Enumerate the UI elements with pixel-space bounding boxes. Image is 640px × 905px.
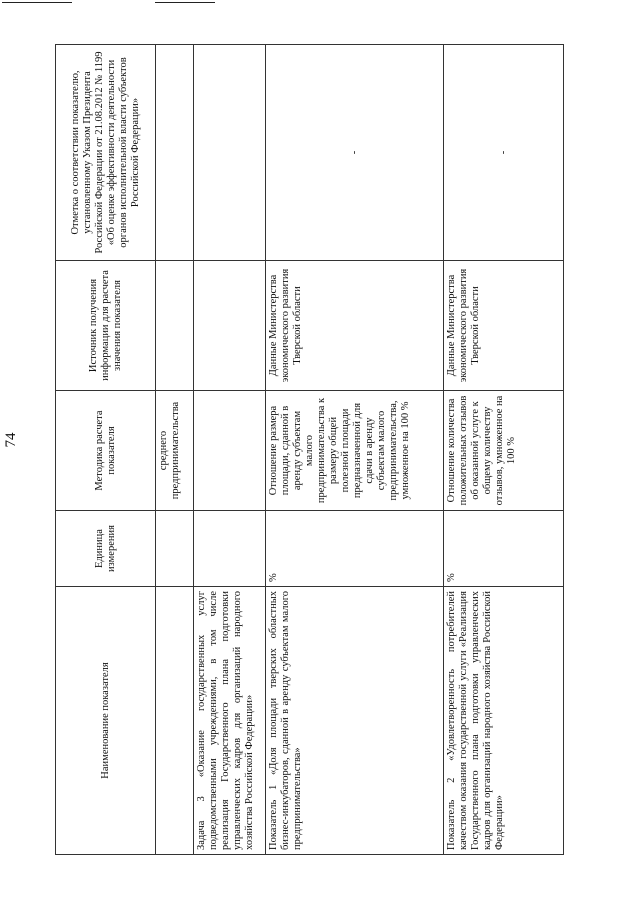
row-source: Данные Министерства экономического развития Тверской области xyxy=(266,261,444,391)
row-note: - xyxy=(444,45,564,261)
page-number: 74 xyxy=(3,432,19,448)
header-method: Методика расчета показателя xyxy=(56,391,156,511)
table-row xyxy=(266,45,444,855)
header-unit: Единица измерения xyxy=(56,511,156,587)
row-unit xyxy=(194,511,266,587)
row-unit: % xyxy=(444,511,564,587)
header-source: Источник получения информации для расчета значения показателя xyxy=(56,261,156,391)
row-method: Отношение количества положительных отзывов об оказанной услуге к общему количеству отзывов, умноженное на 100 % xyxy=(444,391,564,511)
rotated-page xyxy=(3,45,585,855)
header-note: Отметка о соответствии показателю, установленному Указом Президента Российской Федерации от 21.08.2012 № 1199 «Об оценке эффективности деятельности органов исполнительной власти субъектов Российской Федерации» xyxy=(56,45,156,261)
row-name xyxy=(156,587,194,855)
header-name: Наименование показателя xyxy=(56,587,156,855)
row-source: Данные Министерства экономического развития Тверской области xyxy=(444,261,564,391)
row-source xyxy=(156,261,194,391)
row-note xyxy=(194,45,266,261)
row-source xyxy=(194,261,266,391)
row-name: Показатель 1 «Доля площади тверских областных бизнес-инкубаторов, сданной в аренду субъектам малого предпринимательства» xyxy=(266,587,444,855)
row-method xyxy=(194,391,266,511)
indicators-table xyxy=(55,44,564,855)
row-method: среднего предпринимательства xyxy=(156,391,194,511)
row-note: - xyxy=(266,45,444,261)
row-note xyxy=(156,45,194,261)
table-row xyxy=(156,45,194,855)
row-unit xyxy=(156,511,194,587)
table-row xyxy=(444,45,564,855)
row-unit: % xyxy=(266,511,444,587)
scan-edge-mark-left xyxy=(2,2,72,3)
table-row xyxy=(194,45,266,855)
row-name: Показатель 2 «Удовлетворенность потребителей качеством оказания государственной услуги «Реализация Государственного плана подготовки управленческих кадров для организаций народного хозяйства Российской Федерации» xyxy=(444,587,564,855)
row-name: Задача 3 «Оказание государственных услуг подведомственными учреждениями, в том числе реализация Государственного плана подготовки управленческих кадров для организаций народного хозяйства Российской Федерации» xyxy=(194,587,266,855)
header-row xyxy=(56,45,156,855)
scan-edge-mark-right xyxy=(155,2,215,3)
row-method: Отношение размера площади, сданной в аренду субъектам малого предпринимательства к размеру общей полезной площади предназначенной для сдачи в аренду субъектам малого предпринимательства, умноженное на 100 % xyxy=(266,391,444,511)
